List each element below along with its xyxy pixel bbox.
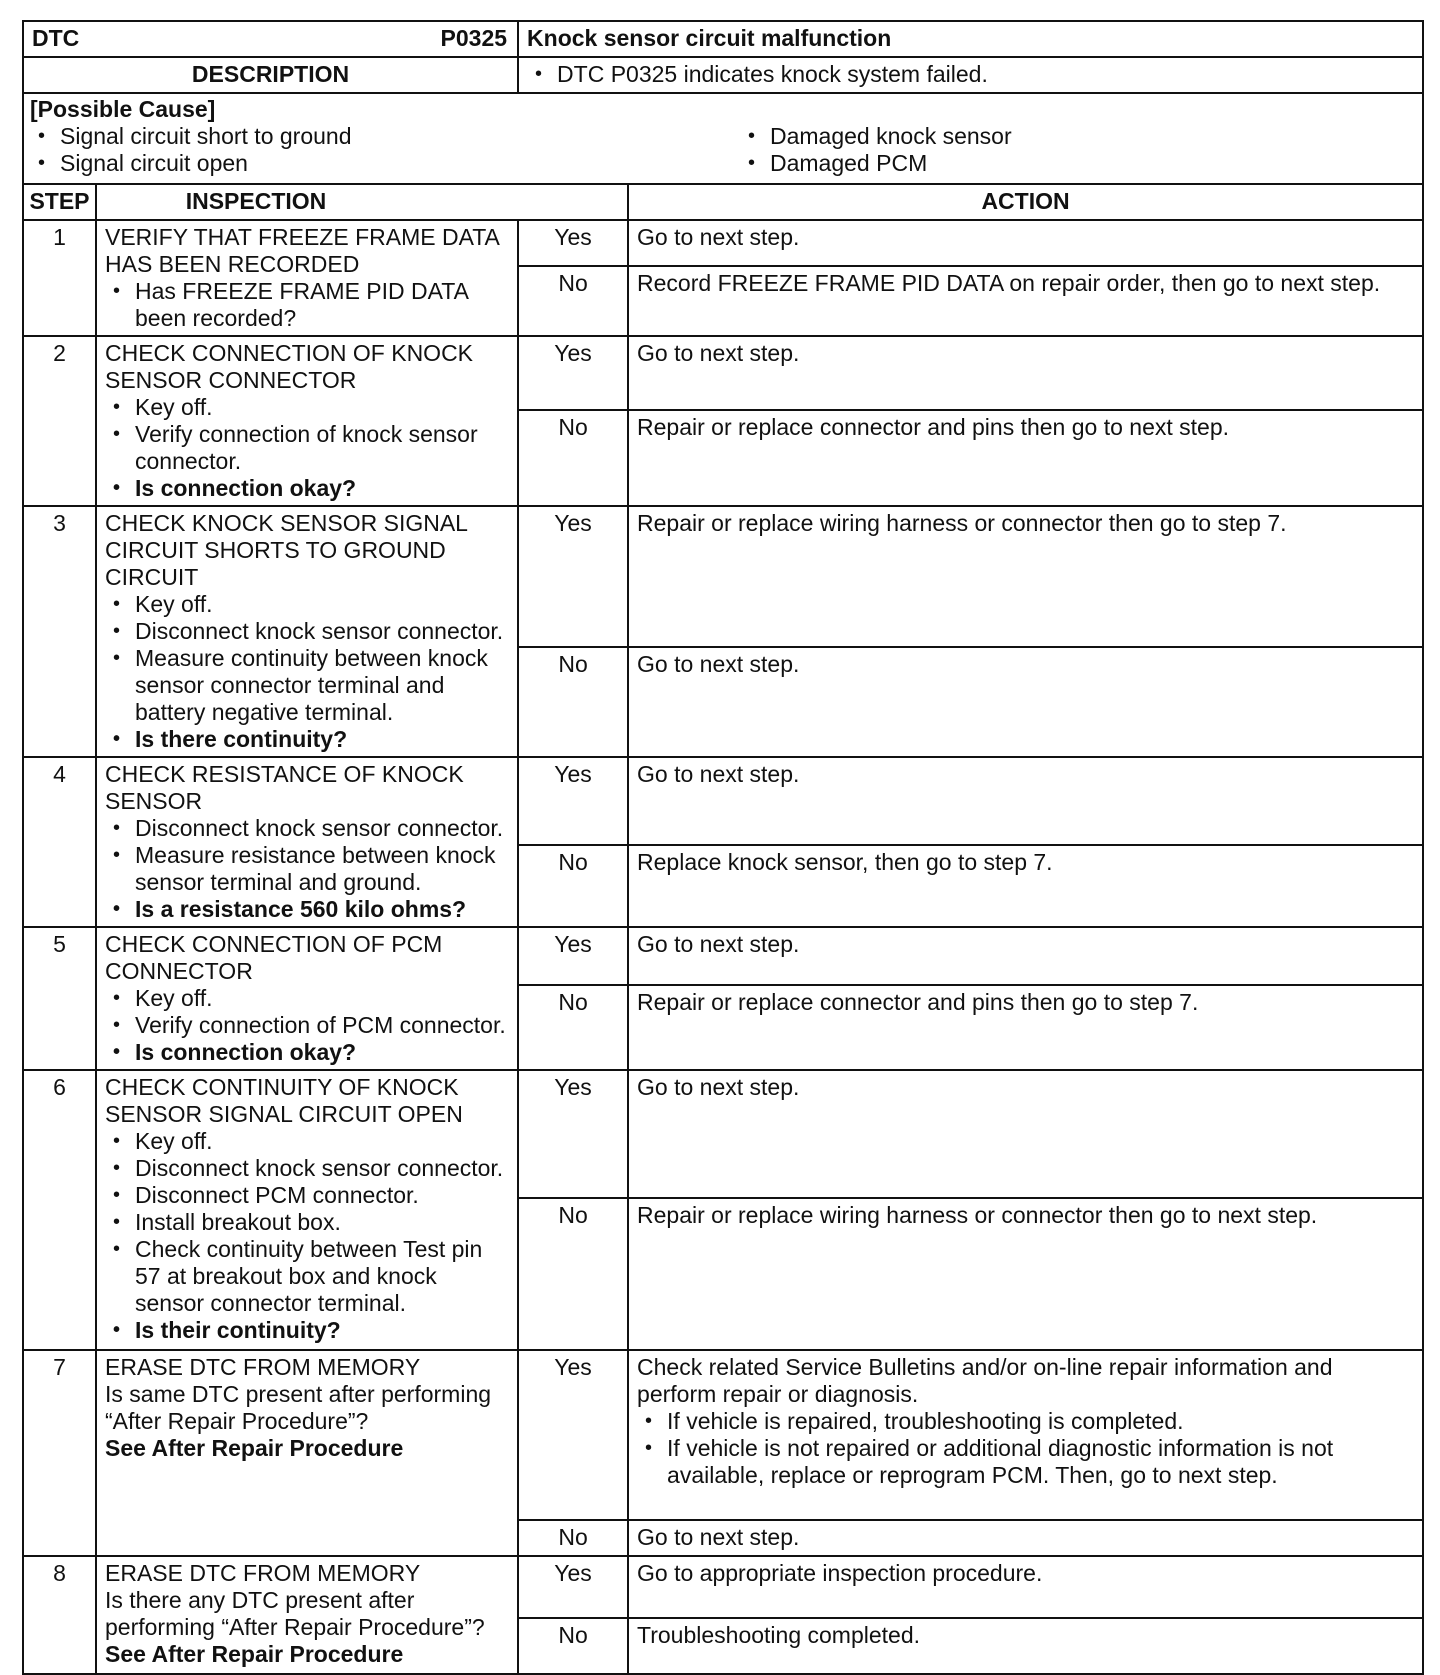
step-question: • Is their continuity?	[105, 1317, 509, 1344]
yes-action: Go to next step.	[628, 757, 1423, 845]
step-number: 6	[23, 1070, 96, 1350]
step-inspection	[96, 927, 518, 1070]
step-question: • Is connection okay?	[105, 475, 509, 502]
yes-action: Go to appropriate inspection procedure.	[628, 1556, 1423, 1618]
step-number: 4	[23, 757, 96, 927]
step-inspection	[96, 1070, 518, 1350]
step-bullet: • Verify connection of PCM connector.	[105, 1012, 509, 1039]
yes-label: Yes	[518, 757, 628, 845]
dtc-table	[22, 20, 1424, 1675]
step-row	[23, 220, 1423, 266]
yes-label: Yes	[518, 1556, 628, 1618]
yes-action-cell	[628, 1350, 1423, 1520]
possible-cause-heading: [Possible Cause]	[30, 96, 216, 122]
see-procedure-link[interactable]: See After Repair Procedure	[105, 1435, 404, 1461]
no-label: No	[518, 266, 628, 336]
no-action: Go to next step.	[628, 647, 1423, 757]
yes-label: Yes	[518, 927, 628, 985]
step-bullet: • Disconnect knock sensor connector.	[105, 815, 509, 842]
no-action: Repair or replace connector and pins then go to next step.	[628, 410, 1423, 506]
cause-item: • Signal circuit open	[30, 150, 740, 177]
description-text: • DTC P0325 indicates knock system failed.	[527, 61, 1414, 88]
col-step-header: STEP	[23, 184, 96, 220]
step-bullet: • Key off.	[105, 591, 509, 618]
step-row	[23, 506, 1423, 647]
step-row	[23, 1070, 1423, 1198]
step-question: • Is a resistance 560 kilo ohms?	[105, 896, 509, 923]
step-inspection	[96, 336, 518, 506]
yes-label: Yes	[518, 506, 628, 647]
step-title: CHECK RESISTANCE OF KNOCK SENSOR	[105, 761, 464, 814]
step-question: Is same DTC present after performing “After Repair Procedure”?	[105, 1381, 492, 1434]
no-label: No	[518, 985, 628, 1070]
step-title: CHECK CONNECTION OF KNOCK SENSOR CONNECTOR	[105, 340, 474, 393]
step-title: ERASE DTC FROM MEMORY	[105, 1560, 421, 1586]
yes-action: Check related Service Bulletins and/or on-line repair information and perform repair or diagnosis.	[637, 1354, 1333, 1407]
step-question: • Is connection okay?	[105, 1039, 509, 1066]
no-action: Record FREEZE FRAME PID DATA on repair order, then go to next step.	[628, 266, 1423, 336]
step-bullet: • Disconnect knock sensor connector.	[105, 618, 509, 645]
dtc-code-cell	[23, 21, 518, 57]
step-title: CHECK CONTINUITY OF KNOCK SENSOR SIGNAL CIRCUIT OPEN	[105, 1074, 463, 1127]
step-number: 1	[23, 220, 96, 336]
col-action-header: ACTION	[628, 184, 1423, 220]
dtc-title: Knock sensor circuit malfunction	[518, 21, 1423, 57]
description-row	[23, 57, 1423, 93]
step-row	[23, 1350, 1423, 1520]
dtc-label: DTC	[32, 25, 80, 51]
step-question: Is there any DTC present after performing “After Repair Procedure”?	[105, 1587, 485, 1640]
step-bullet: • Key off.	[105, 985, 509, 1012]
step-inspection	[96, 1556, 518, 1674]
step-number: 2	[23, 336, 96, 506]
step-bullet: • Key off.	[105, 394, 509, 421]
title-row	[23, 21, 1423, 57]
no-label: No	[518, 1198, 628, 1350]
step-row	[23, 336, 1423, 410]
no-action: Replace knock sensor, then go to step 7.	[628, 845, 1423, 928]
no-label: No	[518, 845, 628, 928]
step-row	[23, 1556, 1423, 1618]
yes-label: Yes	[518, 1070, 628, 1198]
no-label: No	[518, 1520, 628, 1556]
step-bullet: • Check continuity between Test pin 57 at breakout box and knock sensor connector terminal.	[105, 1236, 509, 1317]
step-number: 5	[23, 927, 96, 1070]
yes-action: Repair or replace wiring harness or connector then go to step 7.	[628, 506, 1423, 647]
dtc-code: P0325	[440, 25, 508, 51]
step-number: 8	[23, 1556, 96, 1674]
cause-item: • Signal circuit short to ground	[30, 123, 740, 150]
step-bullet: • Disconnect knock sensor connector.	[105, 1155, 509, 1182]
description-cell	[518, 57, 1423, 93]
step-inspection	[96, 220, 518, 336]
no-action: Troubleshooting completed.	[628, 1618, 1423, 1674]
no-label: No	[518, 410, 628, 506]
action-bullet: • If vehicle is not repaired or additional diagnostic information is not available, replace or reprogram PCM. Then, go to next step.	[637, 1435, 1414, 1489]
step-bullet: • Key off.	[105, 1128, 509, 1155]
cause-item: • Damaged knock sensor	[740, 123, 1416, 150]
column-header-row	[23, 184, 1423, 220]
step-bullet: • Has FREEZE FRAME PID DATA been recorded?	[105, 278, 509, 332]
yes-label: Yes	[518, 220, 628, 266]
yes-action: Go to next step.	[628, 1070, 1423, 1198]
cause-item: • Damaged PCM	[740, 150, 1416, 177]
col-inspection-header: INSPECTION	[96, 184, 628, 220]
possible-cause-row	[23, 93, 1423, 184]
step-inspection	[96, 506, 518, 757]
action-bullet: • If vehicle is repaired, troubleshooting is completed.	[637, 1408, 1414, 1435]
step-title: CHECK KNOCK SENSOR SIGNAL CIRCUIT SHORTS TO GROUND CIRCUIT	[105, 510, 468, 590]
step-title: ERASE DTC FROM MEMORY	[105, 1354, 421, 1380]
yes-label: Yes	[518, 336, 628, 410]
step-inspection	[96, 757, 518, 927]
no-action: Go to next step.	[628, 1520, 1423, 1556]
step-number: 3	[23, 506, 96, 757]
no-label: No	[518, 1618, 628, 1674]
step-bullet: • Disconnect PCM connector.	[105, 1182, 509, 1209]
step-bullet: • Install breakout box.	[105, 1209, 509, 1236]
step-title: CHECK CONNECTION OF PCM CONNECTOR	[105, 931, 443, 984]
step-bullet: • Measure continuity between knock sensor connector terminal and battery negative terminal.	[105, 645, 509, 726]
yes-action: Go to next step.	[628, 336, 1423, 410]
see-procedure-link[interactable]: See After Repair Procedure	[105, 1641, 404, 1667]
step-row	[23, 927, 1423, 985]
step-inspection	[96, 1350, 518, 1556]
step-row	[23, 757, 1423, 845]
yes-action: Go to next step.	[628, 927, 1423, 985]
no-label: No	[518, 647, 628, 757]
no-action: Repair or replace wiring harness or connector then go to next step.	[628, 1198, 1423, 1350]
description-label: DESCRIPTION	[23, 57, 518, 93]
step-bullet: • Measure resistance between knock sensor terminal and ground.	[105, 842, 509, 896]
step-bullet: • Verify connection of knock sensor connector.	[105, 421, 509, 475]
no-action: Repair or replace connector and pins then go to step 7.	[628, 985, 1423, 1070]
yes-action: Go to next step.	[628, 220, 1423, 266]
yes-label: Yes	[518, 1350, 628, 1520]
step-question: • Is there continuity?	[105, 726, 509, 753]
possible-cause-cell	[23, 93, 1423, 184]
diagnostic-document	[22, 20, 1422, 1675]
step-title: VERIFY THAT FREEZE FRAME DATA HAS BEEN RECORDED	[105, 224, 499, 277]
step-number: 7	[23, 1350, 96, 1556]
